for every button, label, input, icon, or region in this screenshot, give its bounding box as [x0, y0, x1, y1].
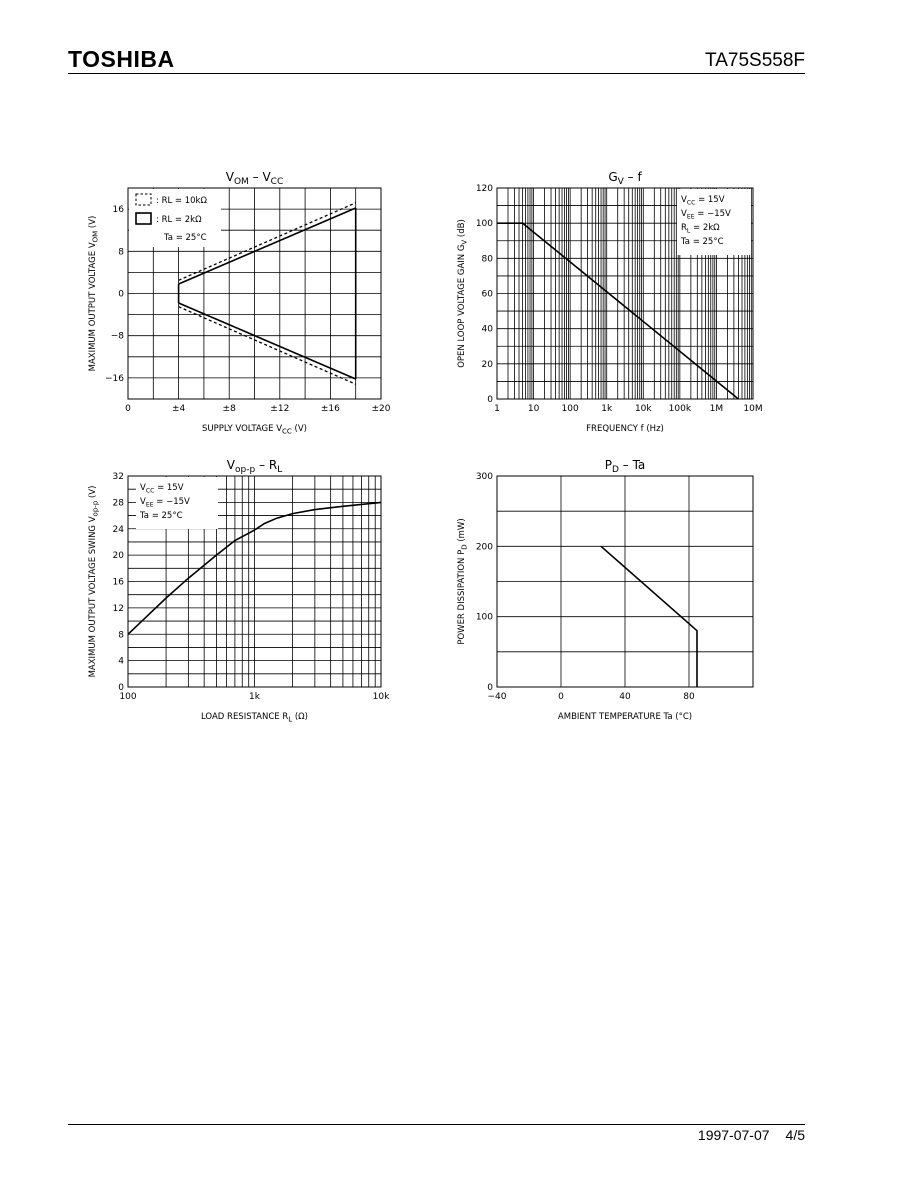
- y-tick-label: 80: [481, 254, 493, 265]
- chart-gv_f: [457, 170, 763, 434]
- chart-title: $P_D$ – Ta: [604, 458, 646, 475]
- condition-line: $V_{EE} = -15V$: [681, 209, 731, 221]
- y-tick-label: 28: [112, 498, 124, 509]
- y-tick-label: 40: [481, 324, 493, 335]
- y-tick-label: 20: [112, 551, 124, 562]
- y-tick-label: 300: [475, 472, 493, 482]
- x-tick-label: 1k: [601, 404, 613, 414]
- y-axis-label: OPEN LOOP VOLTAGE GAIN $G_V$ (dB): [457, 219, 469, 368]
- x-tick-label: 0: [125, 404, 131, 414]
- x-tick-label: 10M: [743, 404, 763, 414]
- x-tick-label: 100: [561, 404, 579, 414]
- x-tick-label: ±20: [371, 404, 391, 414]
- x-tick-label: −40: [487, 692, 507, 702]
- chart-vopp_rl: [88, 458, 390, 724]
- legend-swatch: [136, 194, 151, 205]
- toshiba-logo: TOSHIBA: [68, 46, 175, 72]
- x-tick-label: 100: [119, 692, 137, 702]
- x-tick-label: 10: [527, 404, 540, 414]
- y-tick-label: −16: [105, 373, 124, 384]
- x-axis-label: LOAD RESISTANCE $R_L$ (Ω): [201, 712, 308, 724]
- x-tick-label: ±16: [320, 404, 340, 414]
- chart-conditions: [136, 477, 218, 529]
- y-tick-label: 12: [112, 603, 124, 614]
- y-tick-label: 0: [118, 683, 124, 693]
- y-tick-label: 16: [112, 577, 124, 588]
- part-number: TA75S558F: [705, 50, 805, 71]
- y-tick-label: 200: [475, 542, 493, 553]
- x-tick-label: ±8: [222, 404, 236, 414]
- condition-line: $R_L = 2k\Omega$: [681, 223, 720, 235]
- x-tick-label: 0: [558, 692, 564, 702]
- legend-swatch: [136, 213, 151, 224]
- y-axis-label: MAXIMUM OUTPUT VOLTAGE SWING $V_{op-p}$ (V): [88, 485, 100, 678]
- y-tick-label: 24: [112, 524, 124, 535]
- chart-pd_ta: [457, 458, 753, 722]
- page-footer: [698, 1127, 805, 1143]
- y-tick-label: 60: [481, 289, 493, 300]
- y-tick-label: 20: [481, 359, 493, 370]
- x-axis-label: AMBIENT TEMPERATURE Ta (°C): [557, 712, 693, 722]
- x-tick-label: 80: [683, 692, 695, 702]
- condition-line: $V_{EE} = -15V$: [140, 497, 190, 509]
- y-tick-label: −8: [110, 331, 124, 342]
- x-tick-label: 1k: [249, 692, 260, 702]
- x-tick-label: ±4: [171, 404, 186, 414]
- y-tick-label: 100: [475, 219, 493, 230]
- y-tick-label: 0: [487, 395, 493, 405]
- series-line: [179, 307, 356, 385]
- x-tick-label: 1: [494, 404, 500, 414]
- doc-date: 1997-07-07: [697, 1127, 770, 1143]
- chart-title: $V_{OM} - V_{CC}$: [225, 170, 284, 187]
- condition-line: $V_{CC} = 15V$: [140, 483, 184, 495]
- chart-vom_vcc: [88, 170, 391, 436]
- y-tick-label: 120: [475, 184, 493, 194]
- y-tick-label: 4: [118, 656, 124, 667]
- footer-divider: [68, 1124, 805, 1125]
- page-number: 4/5: [785, 1127, 805, 1143]
- x-axis-label: SUPPLY VOLTAGE $V_{CC}$ (V): [202, 424, 307, 436]
- chart-title: $G_V$ – f: [608, 170, 642, 187]
- x-tick-label: 10k: [634, 404, 652, 414]
- y-tick-label: 8: [118, 630, 124, 641]
- condition-line: $V_{CC} = 15V$: [681, 195, 725, 207]
- x-tick-label: 1M: [709, 404, 724, 414]
- y-tick-label: 16: [112, 205, 124, 216]
- y-axis-label: POWER DISSIPATION $P_D$ (mW): [457, 518, 469, 645]
- legend-condition: Ta = 25°C: [164, 233, 207, 243]
- y-tick-label: 0: [487, 683, 493, 693]
- condition-line: Ta = 25°C: [140, 511, 183, 521]
- y-axis-label: MAXIMUM OUTPUT VOLTAGE $V_{OM}$ (V): [88, 215, 100, 372]
- y-tick-label: 32: [112, 472, 124, 482]
- y-tick-label: 8: [118, 247, 124, 258]
- condition-line: Ta = 25°C: [681, 237, 724, 247]
- x-tick-label: 40: [619, 692, 631, 702]
- x-axis-label: FREQUENCY f (Hz): [586, 424, 664, 434]
- chart-title: $V_{op-p} - R_L$: [226, 458, 283, 475]
- x-tick-label: 100k: [668, 404, 692, 414]
- chart-conditions: [677, 189, 751, 255]
- y-tick-label: 0: [118, 289, 124, 300]
- y-tick-label: 100: [475, 612, 493, 623]
- legend-label: : RL = 10kΩ: [156, 196, 207, 206]
- chart-legend: [129, 189, 221, 247]
- legend-label: : RL = 2kΩ: [156, 215, 202, 225]
- x-tick-label: ±12: [270, 404, 290, 414]
- x-tick-label: 10k: [372, 692, 390, 702]
